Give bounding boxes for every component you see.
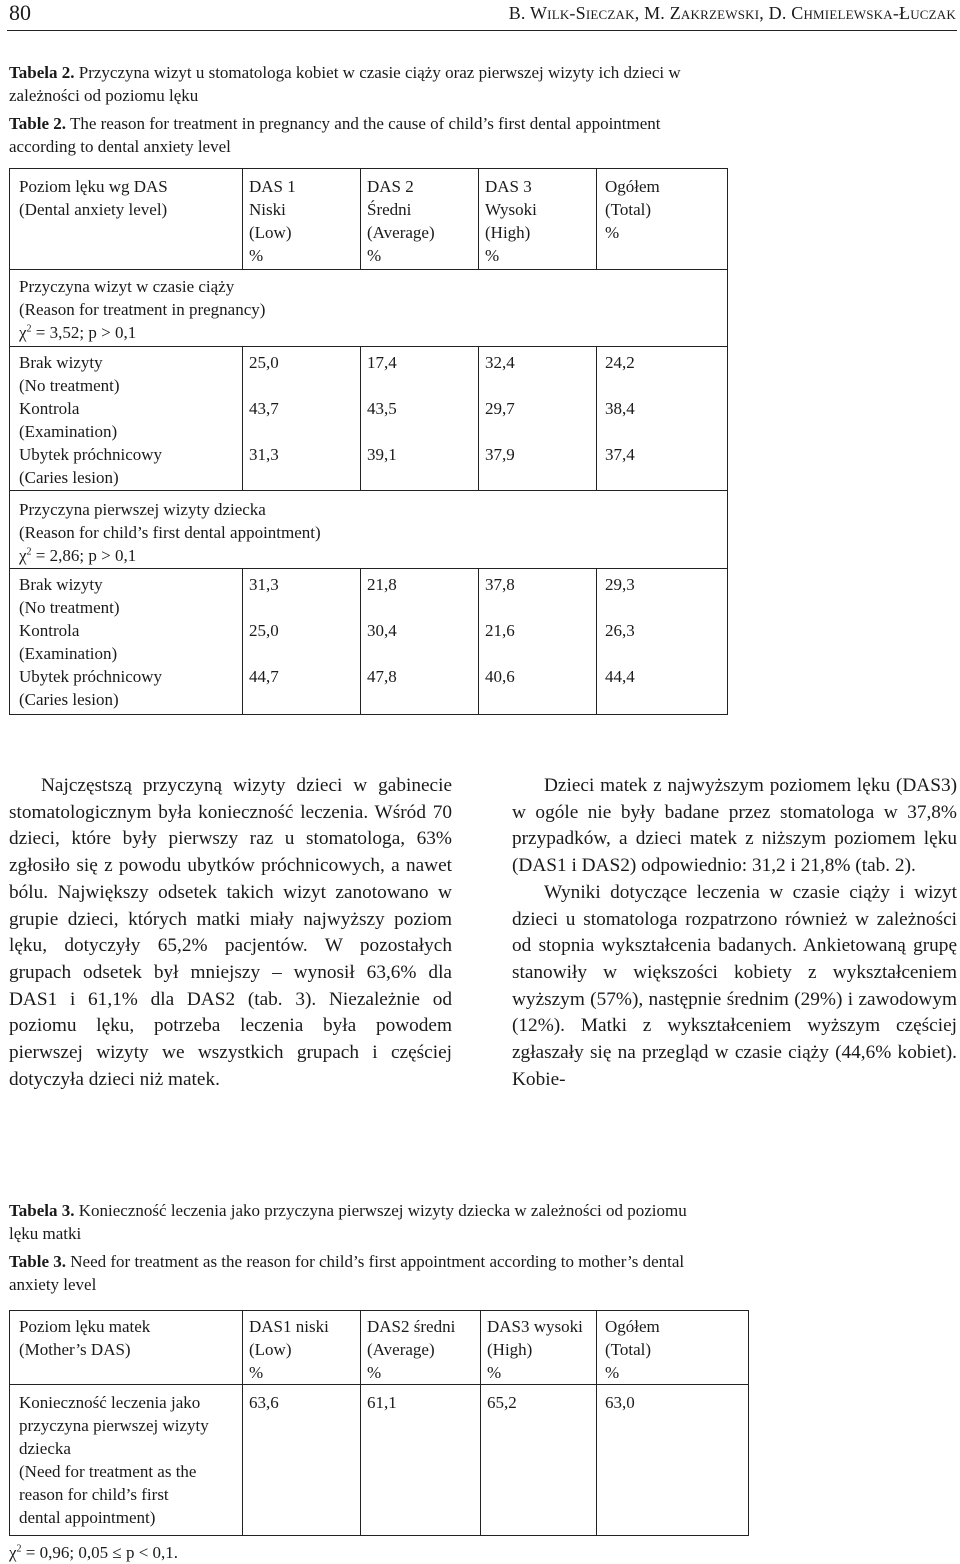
col-divider	[478, 346, 479, 490]
table-cell: 25,0	[249, 621, 279, 640]
table-row-label: Kontrola (Examination)	[19, 399, 118, 441]
table-cell: 37,4	[605, 445, 635, 464]
col-divider	[596, 346, 597, 490]
caption-text: Konieczność leczenia jako przyczyna pierwszej wizyty dziecka w zależności od poziomu lęku matki	[9, 1201, 687, 1243]
col-divider	[360, 568, 361, 714]
col-divider	[360, 346, 361, 490]
col-divider	[478, 169, 479, 269]
header-mothers-das: Poziom lęku matek (Mother’s DAS)	[19, 1317, 151, 1359]
col-divider	[242, 568, 243, 714]
table-3	[9, 1310, 749, 1536]
table-cell: 37,8	[485, 575, 515, 594]
table-cell: 31,3	[249, 575, 279, 594]
section-title-first-visit: Przyczyna pierwszej wizyty dziecka (Reason for child’s first dental appointment) $\chi^2 = 2,86$; p > 0,1	[19, 500, 321, 565]
caption-label: Table 2.	[9, 114, 67, 133]
table-cell: 65,2	[487, 1393, 517, 1412]
header-total: Ogółem (Total) %	[605, 1317, 660, 1382]
col-divider	[242, 346, 243, 490]
header-das2: DAS2 średni (Average) %	[367, 1317, 456, 1382]
header-das2: DAS 2 Średni (Average) %	[367, 177, 435, 265]
col-divider	[596, 169, 597, 269]
table-cell: 29,3	[605, 575, 635, 594]
table-cell: 24,2	[605, 353, 635, 372]
caption-label: Tabela 2.	[9, 63, 75, 82]
col-divider	[478, 568, 479, 714]
table-row-label: Ubytek próchnicowy (Caries lesion)	[19, 667, 163, 709]
table-cell: 63,0	[605, 1393, 635, 1412]
caption-label: Tabela 3.	[9, 1201, 75, 1220]
table-cell: 40,6	[485, 667, 515, 686]
table-2	[9, 168, 728, 715]
table-cell: 31,3	[249, 445, 279, 464]
body-paragraph: Wyniki dotyczące leczenia w czasie ciąży i wizyt dzieci u stomatologa rozpatrzono również w zależności od stopnia wykształcenia badanych. Ankietowaną grupę stanowiły w większości kobiety z wykształceniem wyższym (57%), następnie średnim (29%) i zawodowym (12%). Matki z wykształceniem wyższym częściej zgłaszały się na przegląd w czasie ciąży (44,6% kobiet). Kobie-	[512, 881, 957, 1090]
table-row-label: Konieczność leczenia jako przyczyna pierwszej wizyty dziecka (Need for treatment as the reason for child’s first dental appointment)	[19, 1393, 209, 1527]
chi-square-stat: $\chi^2 = 3,52$; p > 0,1	[19, 323, 137, 342]
table3-caption-pl	[9, 1200, 689, 1245]
col-divider	[596, 568, 597, 714]
table-cell: 44,4	[605, 667, 635, 686]
table-cell: 43,7	[249, 399, 279, 418]
running-header	[0, 0, 960, 30]
table2-caption-pl	[9, 62, 709, 107]
row-divider	[10, 568, 727, 569]
col-divider	[480, 1311, 481, 1535]
running-authors: B. Wilk-Sieczak, M. Zakrzewski, D. Chmielewska-Łuczak	[508, 3, 956, 23]
table3-footnote: $\chi^2 = 0,96$; 0,05 ≤ p < 0,1.	[9, 1543, 179, 1562]
header-rule	[7, 30, 957, 31]
header-das1: DAS1 niski (Low) %	[249, 1317, 329, 1382]
table-row-label: Kontrola (Examination)	[19, 621, 118, 663]
chi-square-stat: $\chi^2 = 2,86$; p > 0,1	[19, 546, 137, 565]
header-das3: DAS3 wysoki (High) %	[487, 1317, 583, 1382]
section-title-pregnancy: Przyczyna wizyt w czasie ciąży (Reason for treatment in pregnancy) $\chi^2 = 3,52$; p > 0,1	[19, 277, 266, 342]
table-cell: 63,6	[249, 1393, 279, 1412]
table2-caption-en	[9, 113, 709, 158]
page-number: 80	[9, 0, 31, 25]
header-das1: DAS 1 Niski (Low) %	[249, 177, 296, 265]
col-divider	[242, 1311, 243, 1535]
col-divider	[242, 169, 243, 269]
header-dental-anxiety-level: Poziom lęku wg DAS (Dental anxiety level)	[19, 177, 168, 219]
header-total: Ogółem (Total) %	[605, 177, 660, 242]
table-cell: 21,6	[485, 621, 515, 640]
body-column-right	[512, 773, 957, 1093]
table3-caption-en	[9, 1251, 689, 1296]
col-divider	[360, 1311, 361, 1535]
table-cell: 61,1	[367, 1393, 397, 1412]
body-paragraph: Dzieci matek z najwyższym poziomem lęku (DAS3) w ogóle nie były badane przez stomatologa w 37,8% przypadków, a dzieci matek z niższym poziomem lęku (DAS1 i DAS2) odpowiednio: 31,2 i 21,8% (tab. 2).	[512, 775, 957, 877]
header-das3: DAS 3 Wysoki (High) %	[485, 177, 537, 265]
col-divider	[360, 169, 361, 269]
body-paragraph: Najczęstszą przyczyną wizyty dzieci w gabinecie stomatologicznym była konieczność leczenia. Wśród 70 dzieci, które były pierwszy raz u stomatologa, 63% zgłosiło się z powodu ubytków próchnicowych, a nawet bólu. Największy odsetek takich wizyt zanotowano w grupie dzieci, których matki miały najwyższy poziom lęku, dotyczyły 65,2% pacjentów. W pozostałych grupach odsetek był mniejszy – wynosił 63,6% dla DAS1 i 61,1% dla DAS2 (tab. 3). Niezależnie od poziomu lęku, potrzeba leczenia była powodem pierwszej wizyty we wszystkich grupach i częściej dotyczyła dzieci niż matek.	[9, 775, 452, 1090]
row-divider	[10, 269, 727, 270]
table-cell: 38,4	[605, 399, 635, 418]
caption-label: Table 3.	[9, 1252, 67, 1271]
table-cell: 37,9	[485, 445, 515, 464]
table-cell: 29,7	[485, 399, 515, 418]
table-cell: 21,8	[367, 575, 397, 594]
row-divider	[10, 1384, 748, 1385]
table-cell: 26,3	[605, 621, 635, 640]
table-row-label: Ubytek próchnicowy (Caries lesion)	[19, 445, 163, 487]
table-row-label: Brak wizyty (No treatment)	[19, 575, 120, 617]
table-row-label: Brak wizyty (No treatment)	[19, 353, 120, 395]
table-cell: 39,1	[367, 445, 397, 464]
body-column-left	[9, 773, 452, 1093]
col-divider	[596, 1311, 597, 1535]
table-cell: 30,4	[367, 621, 397, 640]
table-cell: 43,5	[367, 399, 397, 418]
caption-text: Need for treatment as the reason for child’s first appointment according to mother’s dental anxiety level	[9, 1252, 685, 1294]
table-cell: 47,8	[367, 667, 397, 686]
row-divider	[10, 490, 727, 491]
caption-text: The reason for treatment in pregnancy and the cause of child’s first dental appointment according to dental anxiety level	[9, 114, 661, 156]
table-cell: 32,4	[485, 353, 515, 372]
table-cell: 25,0	[249, 353, 279, 372]
caption-text: Przyczyna wizyt u stomatologa kobiet w czasie ciąży oraz pierwszej wizyty ich dzieci w zależności od poziomu lęku	[9, 63, 681, 105]
table-cell: 44,7	[249, 667, 279, 686]
row-divider	[10, 346, 727, 347]
table-cell: 17,4	[367, 353, 397, 372]
